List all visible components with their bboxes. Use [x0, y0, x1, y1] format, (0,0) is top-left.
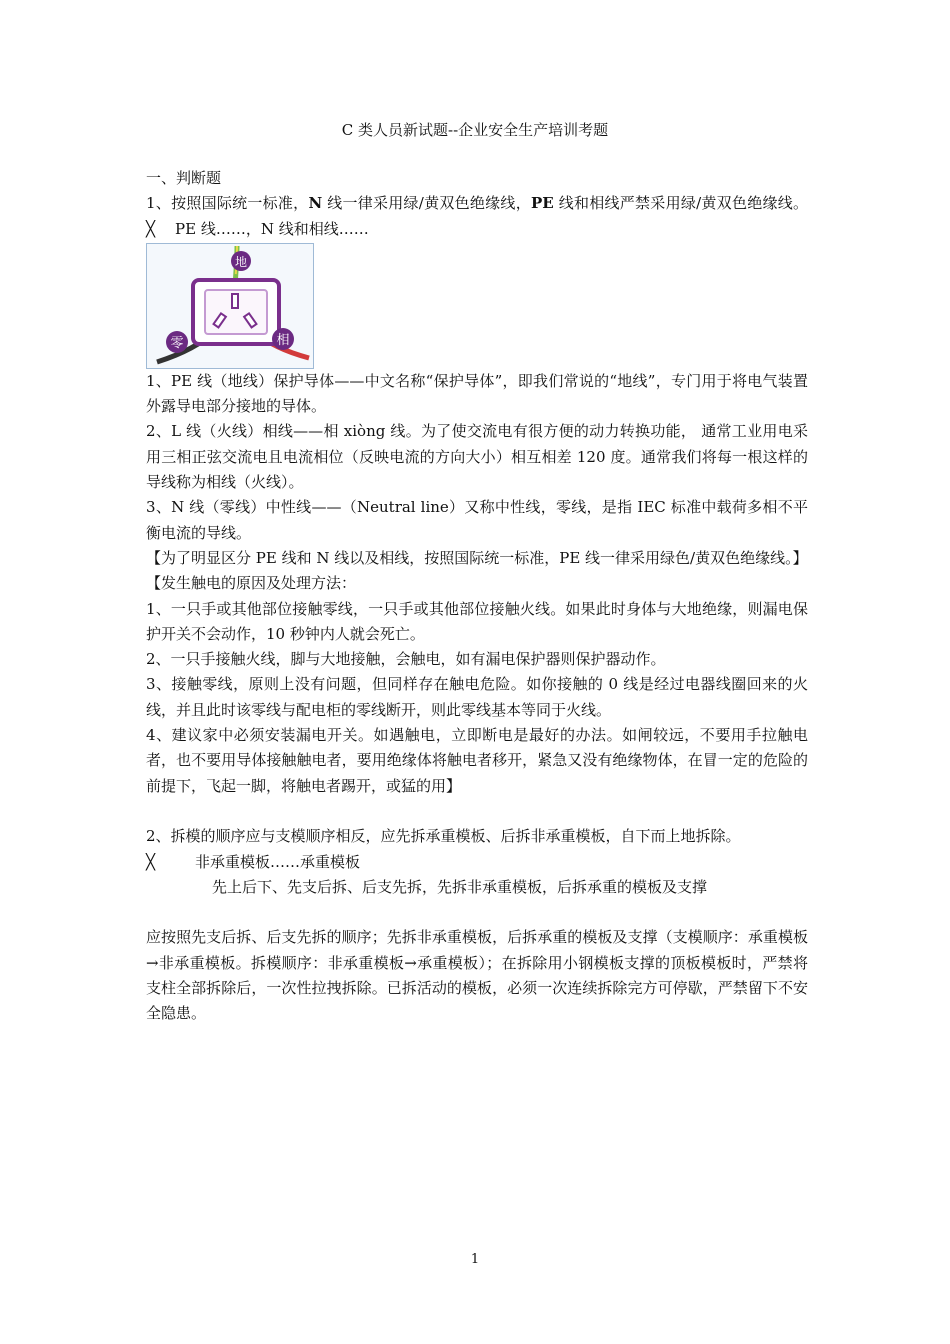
- page-number: 1: [470, 1252, 480, 1267]
- question-2-correction-line: [146, 850, 808, 875]
- question-2-correction: 非承重模板……承重模板: [195, 852, 361, 871]
- question-1-correction: PE 线……，N 线和相线……: [175, 219, 369, 238]
- question-2-note-line: [146, 875, 808, 900]
- wrong-mark-icon: ╳: [146, 852, 156, 871]
- explain-l: 2、L 线（火线）相线——相 xiòng 线。为了使交流电有很方便的动力转换功能， 通常工业用电采用三相正弦交流电且电流相位（反映电流的方向大小）相互相差 120 度。通常我们将每一根这样的导线称为相线（火线）。: [146, 422, 808, 492]
- explain-pe: 1、PE 线（地线）保护导体——中文名称“保护导体”，即我们常说的“地线”，专门用于将电气装置外露导电部分接地的导体。: [146, 371, 808, 416]
- question-2: 2、拆模的顺序应与支模顺序相反，应先拆承重模板、后拆非承重模板，自下而上地拆除。: [146, 827, 741, 846]
- live-label: 相: [276, 332, 290, 348]
- question-1: 1、按照国际统一标准，N 线一律采用绿/黄双色绝缘线，PE 线和相线严禁采用绿/黄双色绝缘线。╳ PE 线……，N 线和相线……: [146, 194, 809, 238]
- shock-item-4: 4、建议家中必须安装漏电开关。如遇触电，立即断电是最好的办法。如闸较远，不要用手拉触电者，也不要用导体接触触电者，要用绝缘体将触电者移开，紧急又没有绝缘物体，在冒一定的危险的前提下，飞起一脚，将触电者踢开，或猛的用】: [146, 726, 808, 795]
- wrong-mark-icon: ╳: [146, 219, 156, 238]
- ground-label: 地: [234, 254, 248, 269]
- spacer: [146, 799, 808, 824]
- question-2-paragraph: 应按照先支后拆、后支先拆的顺序；先拆非承重模板，后拆承重的模板及支撑（支模顺序：承重模板→非承重模板。拆模顺序：非承重模板→承重模板）；在拆除用小钢模板支撑的顶板模板时，严禁将支柱全部拆除后，一次性拉拽拆除。已拆活动的模板，必须一次连续拆除完方可停歇，严禁留下不安全隐患。: [146, 928, 808, 1023]
- section-heading: 一、判断题: [146, 169, 222, 187]
- socket-wiring-figure: [146, 243, 314, 369]
- document-title: C 类人员新试题--企业安全生产培训考题: [341, 121, 609, 139]
- neutral-label: 零: [170, 335, 184, 351]
- socket-diagram: [147, 244, 313, 368]
- spacer: [146, 900, 808, 925]
- explain-n: 3、N 线（零线）中性线——（Neutral line）又称中性线，零线，是指 IEC 标准中载荷多相不平衡电流的导线。: [146, 498, 808, 542]
- explain-note: 【为了明显区分 PE 线和 N 线以及相线，按照国际统一标准，PE 线一律采用绿色/黄双色绝缘线。】: [146, 548, 808, 567]
- shock-heading: 【发生触电的原因及处理方法：: [146, 574, 357, 593]
- shock-item-3: 3、接触零线，原则上没有问题，但同样存在触电危险。如你接触的 0 线是经过电器线圈回来的火线，并且此时该零线与配电柜的零线断开，则此零线基本等同于火线。: [146, 675, 808, 719]
- shock-item-1: 1、一只手或其他部位接触零线，一只手或其他部位接触火线。如果此时身体与大地绝缘，则漏电保护开关不会动作，10 秒钟内人就会死亡。: [146, 599, 808, 643]
- shock-item-2: 2、一只手接触火线，脚与大地接触，会触电，如有漏电保护器则保护器动作。: [146, 650, 666, 669]
- document-body: [146, 166, 808, 1027]
- question-2-note: 先上后下、先支后拆、后支先拆，先拆非承重模板，后拆承重的模板及支撑: [212, 877, 708, 896]
